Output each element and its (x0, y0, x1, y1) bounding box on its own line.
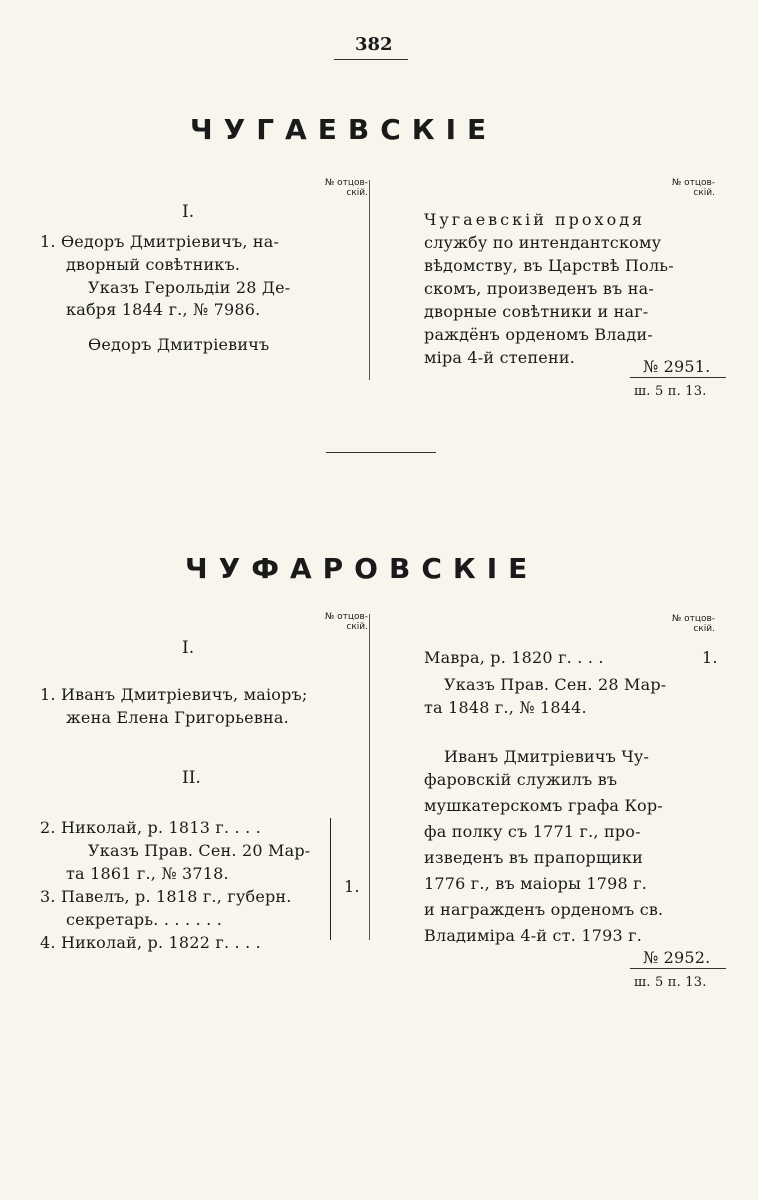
section1-reference: ш. 5 п. 13. (634, 384, 707, 399)
section2-left-col-header (310, 612, 368, 632)
section2-record-number: № 2952. (643, 948, 711, 967)
col-header-line: № отцов- (671, 614, 715, 624)
section2-column-divider (369, 614, 370, 940)
section2-right-top-number: 1. (702, 648, 718, 667)
page-number: 382 (355, 34, 393, 55)
section2-right-col-header (660, 614, 715, 634)
section2-right-line: и награжденъ орденомъ св. (424, 900, 664, 919)
section2-gen2-line: секретарь. . . . . . . (66, 910, 223, 929)
section1-column-divider (369, 180, 370, 380)
section1-right-line: службу по интендантскому (424, 233, 662, 252)
col-header-line: скій. (346, 622, 368, 632)
section-separator (326, 452, 436, 453)
section2-right-line: изведенъ въ прапорщики (424, 848, 643, 867)
section2-generation-1: I. (182, 638, 195, 658)
section1-right-line: раждёнъ орденомъ Влади- (424, 325, 653, 344)
col-header-line: скій. (693, 188, 715, 198)
section1-left-line: кабря 1844 г., № 7986. (66, 300, 261, 319)
section2-gen2-line: Указъ Прав. Сен. 20 Мар- (88, 841, 311, 860)
section2-right-decree-line: та 1848 г., № 1844. (424, 698, 587, 717)
section2-right-line: Владиміра 4-й ст. 1793 г. (424, 926, 642, 945)
section1-left-line: Ѳедоръ Дмитріевичъ (88, 335, 270, 354)
section1-record-number: № 2951. (643, 357, 711, 376)
section2-right-line: мушкатерскомъ графа Кор- (424, 796, 663, 815)
section1-right-col-header (660, 178, 715, 198)
col-header-line: скій. (346, 188, 368, 198)
section1-right-line: Чугаевскій проходя (424, 210, 646, 229)
section1-left-line: 1. Ѳедоръ Дмитріевичъ, на- (40, 232, 280, 251)
section2-gen2-father-number: 1. (344, 877, 360, 896)
section1-generation: I. (182, 202, 195, 222)
section2-reference: ш. 5 п. 13. (634, 975, 707, 990)
siblings-brace (326, 818, 331, 940)
section2-gen1-line: жена Елена Григорьевна. (66, 708, 289, 727)
section1-ref-rule (630, 377, 726, 378)
section2-right-line: фаровскій служилъ въ (424, 770, 618, 789)
section2-right-line: 1776 г., въ маіоры 1798 г. (424, 874, 647, 893)
section2-gen2-line: 2. Николай, р. 1813 г. . . . (40, 818, 261, 837)
section2-gen1-line: 1. Иванъ Дмитріевичъ, маіоръ; (40, 685, 308, 704)
section2-generation-2: II. (182, 768, 201, 788)
col-header-line: № отцов- (671, 178, 715, 188)
section1-right-line: вѣдомству, въ Царствѣ Поль- (424, 256, 674, 275)
section1-right-line: скомъ, произведенъ въ на- (424, 279, 654, 298)
section2-title: ЧУФАРОВСКІЕ (185, 552, 539, 585)
section1-left-line: Указъ Герольдіи 28 Де- (88, 278, 291, 297)
section2-gen2-line: 3. Павелъ, р. 1818 г., губерн. (40, 887, 292, 906)
section2-gen2-line: та 1861 г., № 3718. (66, 864, 229, 883)
section1-left-col-header (310, 178, 368, 198)
section1-right-line: міра 4-й степени. (424, 348, 575, 367)
section2-gen2-line: 4. Николай, р. 1822 г. . . . (40, 933, 261, 952)
section2-right-line: фа полку съ 1771 г., про- (424, 822, 641, 841)
col-header-line: скій. (693, 624, 715, 634)
section2-ref-rule (630, 968, 726, 969)
header-rule (334, 59, 408, 60)
section1-left-line: дворный совѣтникъ. (66, 255, 241, 274)
section2-right-line: Иванъ Дмитріевичъ Чу- (444, 747, 650, 766)
col-header-line: № отцов- (324, 612, 368, 622)
section1-title: ЧУГАЕВСКІЕ (190, 113, 498, 146)
col-header-line: № отцов- (324, 178, 368, 188)
section2-right-decree-line: Указъ Прав. Сен. 28 Мар- (444, 675, 667, 694)
section2-right-top-line: Мавра, р. 1820 г. . . . (424, 648, 604, 667)
section1-right-line: дворные совѣтники и наг- (424, 302, 649, 321)
